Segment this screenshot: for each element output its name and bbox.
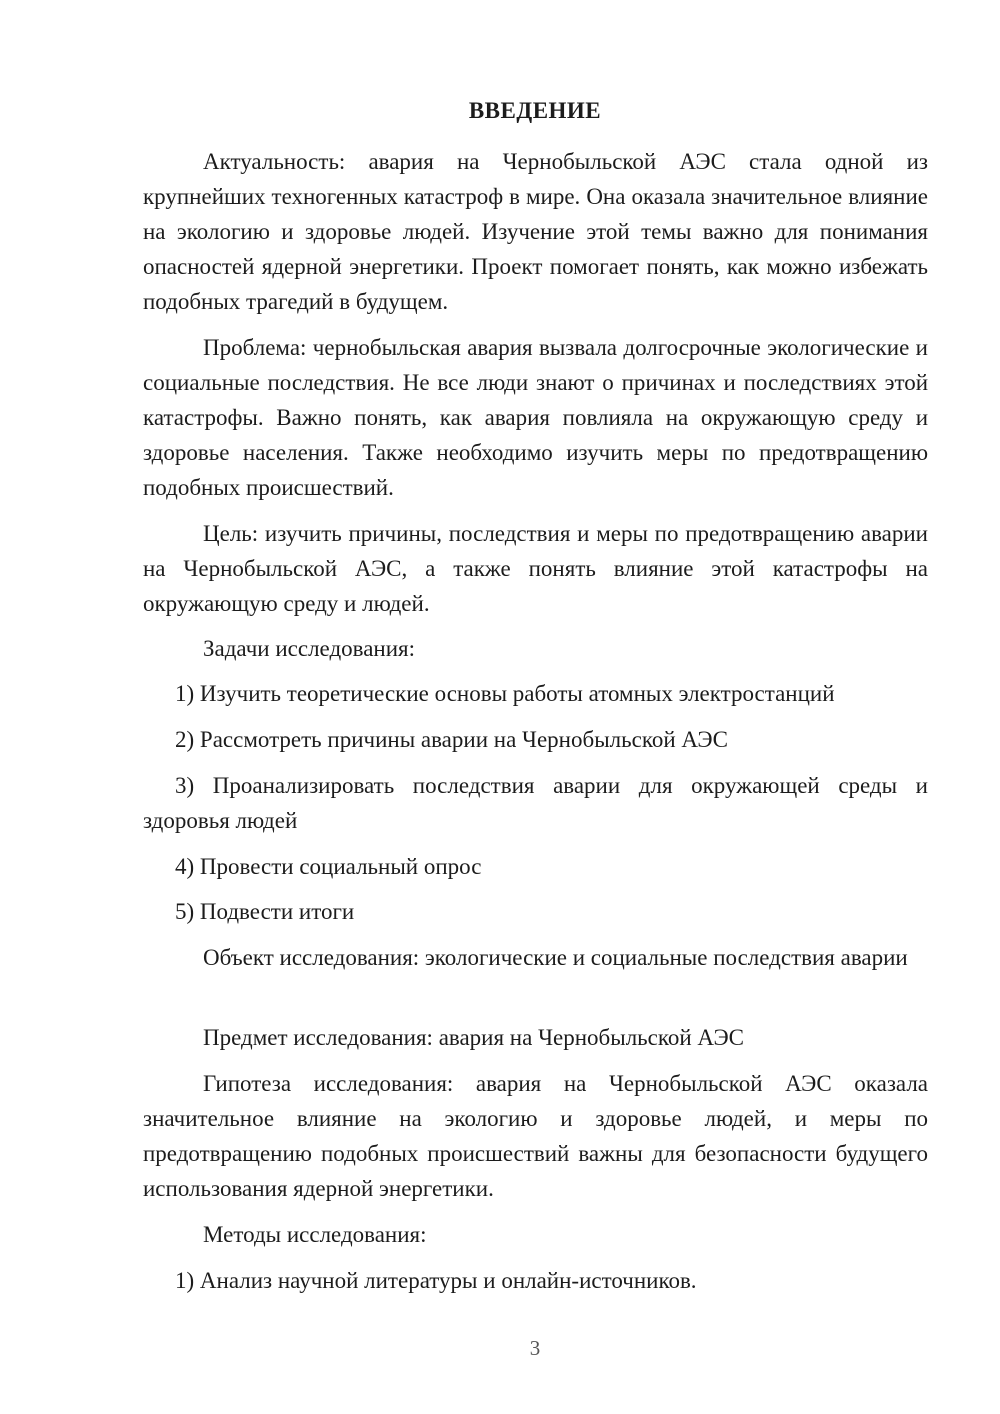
- tasks-heading: Задачи исследования:: [203, 636, 416, 661]
- task-item-5: 5) Подвести итоги: [175, 899, 355, 924]
- methods-heading: Методы исследования:: [203, 1222, 427, 1247]
- page-title: ВВЕДЕНИЕ: [468, 98, 602, 123]
- paragraph-goal: Цель: изучить причины, последствия и меры по предотвращению аварии на Чернобыльской АЭС, а также понять влияние этой катастрофы на окружающую среду и людей.: [143, 521, 928, 616]
- paragraph-relevance: Актуальность: авария на Чернобыльской АЭС стала одной из крупнейших техногенных катастроф в мире. Она оказала значительное влияние на экологию и здоровье людей. Изучение этой темы важно для понимания опасностей ядерной энергетики. Проект помогает понять, как можно избежать подобных трагедий в будущем.: [143, 149, 928, 314]
- page-number: 3: [529, 1336, 541, 1360]
- paragraph-subject: Предмет исследования: авария на Чернобыльской АЭС: [203, 1025, 744, 1050]
- paragraph-object: Объект исследования: экологические и социальные последствия аварии: [203, 945, 908, 970]
- paragraph-hypothesis: Гипотеза исследования: авария на Чернобыльской АЭС оказала значительное влияние на экологию и здоровье людей, и меры по предотвращению подобных происшествий важны для безопасности будущего использования ядерной энергетики.: [143, 1071, 928, 1201]
- task-item-4: 4) Провести социальный опрос: [175, 854, 482, 879]
- task-item-3: 3) Проанализировать последствия аварии для окружающей среды и здоровья людей: [143, 773, 928, 833]
- task-item-2: 2) Рассмотреть причины аварии на Чернобыльской АЭС: [175, 727, 728, 752]
- task-item-1: 1) Изучить теоретические основы работы атомных электростанций: [175, 681, 835, 706]
- paragraph-problem: Проблема: чернобыльская авария вызвала долгосрочные экологические и социальные последствия. Не все люди знают о причинах и последствиях этой катастрофы. Важно понять, как авария повлияла на окружающую среду и здоровье населения. Также необходимо изучить меры по предотвращению подобных происшествий.: [143, 335, 928, 500]
- method-item-1: 1) Анализ научной литературы и онлайн-источников.: [175, 1268, 697, 1293]
